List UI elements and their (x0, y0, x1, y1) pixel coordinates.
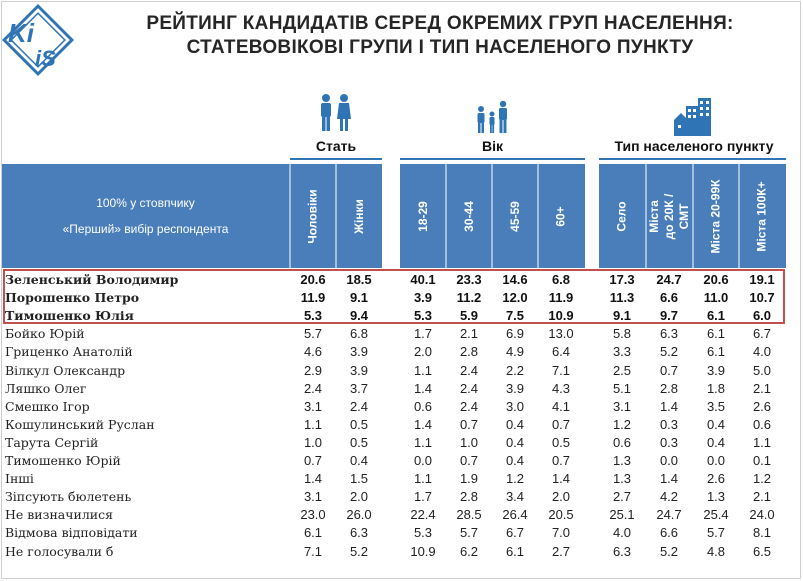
table-cell: 6.1 (505, 543, 525, 559)
table-cell: 6.7 (752, 326, 772, 342)
table-cell: 0.5 (551, 434, 571, 450)
table-row (0, 488, 803, 506)
table-cell: 2.6 (752, 398, 772, 414)
table-row (0, 434, 803, 452)
table-cell: 0.4 (706, 434, 726, 450)
table-cell: 2.8 (659, 380, 679, 396)
table-cell: 5.0 (752, 362, 772, 378)
table-cell: 9.1 (349, 290, 369, 306)
table-cell: 7.5 (505, 308, 525, 324)
table-cell: 25.4 (703, 507, 729, 523)
table-row (0, 343, 803, 361)
table-cell: 14.6 (502, 272, 528, 287)
table-cell: 20.6 (300, 272, 326, 287)
table-cell: 10.9 (410, 543, 436, 559)
table-cell: 24.7 (656, 507, 682, 523)
table-cell: 3.4 (505, 489, 525, 505)
table-cell: 5.7 (706, 525, 726, 541)
table-cell: 7.1 (551, 362, 571, 378)
table-cell: 18.5 (346, 272, 372, 287)
table-cell: 9.4 (349, 308, 369, 324)
col-header-cities-100k-plus: Міста 100К+ (755, 180, 769, 252)
table-row (0, 398, 803, 416)
table-cell: 11.3 (609, 290, 635, 306)
table-cell: 10.7 (749, 290, 775, 306)
candidate-name: Ляшко Олег (5, 380, 87, 396)
table-cell: 0.7 (459, 453, 479, 468)
candidate-name: Вілкул Олександр (5, 362, 126, 378)
candidate-name: Смешко Ігор (5, 398, 90, 414)
table-cell: 3.1 (303, 489, 323, 505)
candidate-name: Тарута Сергій (5, 434, 99, 450)
table-cell: 0.3 (659, 416, 679, 432)
candidate-name: Зіпсують бюлетень (5, 489, 132, 505)
table-cell: 6.4 (551, 344, 571, 360)
col-header-men: Чоловіки (305, 188, 320, 244)
table-cell: 6.2 (459, 543, 479, 559)
table-cell: 5.1 (612, 380, 632, 396)
table-cell: 1.1 (413, 434, 433, 450)
col-header-women: Жінки (351, 198, 366, 234)
table-cell: 0.5 (349, 434, 369, 450)
table-cell: 23.0 (300, 507, 326, 523)
table-cell: 4.8 (706, 543, 726, 559)
table-cell: 11.9 (300, 290, 326, 306)
table-cell: 20.6 (703, 272, 729, 287)
table-cell: 0.6 (752, 416, 772, 432)
candidate-name: Не голосували б (5, 543, 114, 559)
candidate-name: Відмова відповідати (5, 525, 138, 541)
table-cell: 1.0 (459, 434, 479, 450)
buildings-icon (674, 96, 712, 136)
table-cell: 3.3 (612, 344, 632, 360)
table-cell: 6.1 (706, 308, 726, 324)
table-cell: 24.7 (656, 272, 682, 287)
table-cell: 1.1 (413, 362, 433, 378)
table-cell: 0.0 (659, 453, 679, 468)
table-cell: 1.1 (752, 434, 772, 450)
candidate-name: Тимошенко Юлія (5, 308, 134, 324)
table-cell: 9.1 (612, 308, 632, 324)
table-row (0, 470, 803, 488)
candidate-name: Гриценко Анатолій (5, 344, 133, 360)
table-cell: 4.0 (612, 525, 632, 541)
col-header-towns-under-20k: Міста до 20К / СМТ (647, 193, 691, 239)
table-cell: 6.8 (551, 272, 571, 287)
table-cell: 19.1 (749, 272, 775, 287)
table-cell: 0.6 (612, 434, 632, 450)
table-cell: 40.1 (410, 272, 436, 287)
logo-text-top: Ki (8, 18, 34, 48)
gender-icon (318, 93, 352, 133)
candidate-name: Не визначилися (5, 507, 113, 523)
table-cell: 0.6 (413, 398, 433, 414)
table-cell: 1.2 (505, 471, 525, 487)
table-cell: 11.0 (703, 290, 729, 306)
table-cell: 4.0 (752, 344, 772, 360)
settlement-underline (599, 158, 786, 160)
table-cell: 1.3 (612, 453, 632, 468)
table-cell: 1.4 (303, 471, 323, 487)
col-header-30-44: 30-44 (461, 200, 476, 232)
table-cell: 1.0 (303, 434, 323, 450)
table-cell: 22.4 (410, 507, 436, 523)
table-cell: 26.0 (346, 507, 372, 523)
age-underline (400, 158, 585, 160)
table-cell: 1.1 (303, 416, 323, 432)
table-cell: 4.3 (551, 380, 571, 396)
table-cell: 3.1 (303, 398, 323, 414)
table-cell: 10.9 (548, 308, 574, 324)
table-cell: 0.1 (752, 453, 772, 468)
table-cell: 1.7 (413, 326, 433, 342)
table-cell: 0.0 (413, 453, 433, 468)
candidate-name: Кошулинський Руслан (5, 416, 155, 432)
table-cell: 6.1 (706, 326, 726, 342)
table-row (0, 506, 803, 524)
candidate-name: Порошенко Петро (5, 290, 140, 306)
table-cell: 5.2 (349, 543, 369, 559)
table-cell: 13.0 (548, 326, 574, 342)
table-cell: 0.7 (551, 453, 571, 468)
table-cell: 3.9 (349, 344, 369, 360)
table-cell: 4.9 (505, 344, 525, 360)
table-cell: 0.3 (659, 434, 679, 450)
table-cell: 0.4 (349, 453, 369, 468)
table-cell: 1.2 (752, 471, 772, 487)
title-line-2: СТАТЕВОВІКОВІ ГРУПИ І ТИП НАСЕЛЕНОГО ПУНКТУ (186, 37, 694, 58)
table-cell: 2.0 (413, 344, 433, 360)
table-cell: 3.9 (413, 290, 433, 306)
table-cell: 4.6 (303, 344, 323, 360)
table-cell: 2.1 (459, 326, 479, 342)
table-cell: 2.0 (349, 489, 369, 505)
table-cell: 6.7 (505, 525, 525, 541)
table-cell: 0.7 (551, 416, 571, 432)
table-cell: 2.4 (459, 380, 479, 396)
table-row (0, 543, 803, 561)
table-cell: 2.5 (612, 362, 632, 378)
table-cell: 3.1 (612, 398, 632, 414)
table-cell: 6.8 (349, 326, 369, 342)
table-cell: 6.6 (659, 290, 679, 306)
table-cell: 0.4 (505, 453, 525, 468)
table-cell: 1.4 (659, 471, 679, 487)
table-cell: 9.7 (659, 308, 679, 324)
family-icon (474, 100, 510, 134)
table-cell: 5.2 (659, 543, 679, 559)
table-cell: 2.0 (551, 489, 571, 505)
table-cell: 5.7 (303, 326, 323, 342)
table-cell: 0.0 (706, 453, 726, 468)
table-cell: 6.1 (303, 525, 323, 541)
top-candidates-highlight (3, 269, 785, 324)
table-cell: 6.0 (752, 308, 772, 324)
table-cell: 0.5 (349, 416, 369, 432)
table-cell: 6.3 (612, 543, 632, 559)
table-row (0, 524, 803, 542)
table-cell: 3.9 (706, 362, 726, 378)
table-cell: 5.3 (303, 308, 323, 324)
table-cell: 28.5 (456, 507, 482, 523)
table-cell: 3.7 (349, 380, 369, 396)
table-row (0, 380, 803, 398)
col-header-45-59: 45-59 (507, 200, 522, 232)
col-header-60plus: 60+ (553, 205, 568, 227)
table-cell: 3.0 (505, 398, 525, 414)
table-cell: 5.2 (659, 344, 679, 360)
candidate-name: Бойко Юрій (5, 326, 85, 342)
table-cell: 2.7 (612, 489, 632, 505)
table-cell: 0.4 (505, 416, 525, 432)
table-cell: 7.1 (303, 543, 323, 559)
table-cell: 25.1 (609, 507, 635, 523)
table-cell: 6.5 (752, 543, 772, 559)
page-title (90, 12, 790, 60)
table-cell: 2.4 (349, 398, 369, 414)
table-cell: 7.0 (551, 525, 571, 541)
col-header-18-29: 18-29 (415, 200, 430, 232)
table-cell: 2.8 (459, 344, 479, 360)
table-cell: 0.7 (459, 416, 479, 432)
candidate-name: Інші (5, 471, 34, 487)
table-cell: 2.9 (303, 362, 323, 378)
table-cell: 2.8 (459, 489, 479, 505)
title-line-1: РЕЙТИНГ КАНДИДАТІВ СЕРЕД ОКРЕМИХ ГРУП НАСЕЛЕННЯ: (146, 13, 734, 34)
table-cell: 1.4 (413, 380, 433, 396)
table-cell: 23.3 (456, 272, 482, 287)
table-cell: 1.3 (612, 471, 632, 487)
table-cell: 3.5 (706, 398, 726, 414)
table-cell: 5.8 (612, 326, 632, 342)
table-cell: 5.7 (459, 525, 479, 541)
table-cell: 11.2 (456, 290, 482, 306)
group-label-settlement: Тип населеного пункту (614, 138, 774, 154)
group-label-age: Вік (481, 138, 503, 154)
table-cell: 3.9 (349, 362, 369, 378)
table-cell: 6.3 (659, 326, 679, 342)
table-cell: 0.7 (303, 453, 323, 468)
logo-text-bottom: iS (35, 46, 56, 71)
table-cell: 20.5 (548, 507, 574, 523)
col-header-cities-20-99k: Міста 20-99К (708, 179, 723, 253)
table-cell: 17.3 (609, 272, 635, 287)
candidate-name: Тимошенко Юрій (5, 453, 121, 468)
kiis-logo (2, 3, 74, 77)
candidate-name: Зеленський Володимир (5, 272, 179, 287)
table-cell: 2.4 (303, 380, 323, 396)
table-cell: 11.9 (548, 290, 574, 306)
table-cell: 5.9 (459, 308, 479, 324)
table-cell: 12.0 (502, 290, 528, 306)
table-cell: 6.9 (505, 326, 525, 342)
table-cell: 6.1 (706, 344, 726, 360)
group-label-sex: Стать (315, 138, 357, 154)
table-cell: 0.4 (706, 416, 726, 432)
table-cell: 0.7 (659, 362, 679, 378)
table-cell: 5.3 (413, 525, 433, 541)
table-cell: 3.9 (505, 380, 525, 396)
table-cell: 1.2 (612, 416, 632, 432)
table-cell: 4.1 (551, 398, 571, 414)
table-cell: 1.9 (459, 471, 479, 487)
table-cell: 2.1 (752, 489, 772, 505)
table-cell: 1.5 (349, 471, 369, 487)
table-cell: 1.4 (413, 416, 433, 432)
table-row (0, 362, 803, 380)
header-line-1: 100% у стовпчику (96, 196, 195, 210)
table-cell: 1.4 (551, 471, 571, 487)
table-cell: 2.2 (505, 362, 525, 378)
table-cell: 1.8 (706, 380, 726, 396)
table-cell: 6.3 (349, 525, 369, 541)
table-cell: 1.1 (413, 471, 433, 487)
table-cell: 2.4 (459, 362, 479, 378)
table-cell: 2.4 (459, 398, 479, 414)
table-cell: 2.1 (752, 380, 772, 396)
table-row (0, 452, 803, 470)
table-cell: 1.7 (413, 489, 433, 505)
table-cell: 2.7 (551, 543, 571, 559)
table-cell: 5.3 (413, 308, 433, 324)
table-cell: 1.4 (659, 398, 679, 414)
table-row (0, 416, 803, 434)
table-cell: 26.4 (502, 507, 528, 523)
table-cell: 24.0 (749, 507, 775, 523)
table-cell: 8.1 (752, 525, 772, 541)
table-cell: 4.2 (659, 489, 679, 505)
table-cell: 2.6 (706, 471, 726, 487)
table-cell: 1.3 (706, 489, 726, 505)
table-row (0, 325, 803, 343)
sex-underline (290, 158, 382, 160)
header-line-2: «Перший» вибір респондента (62, 222, 229, 236)
table-cell: 0.4 (505, 434, 525, 450)
col-header-village: Село (614, 200, 629, 232)
table-cell: 6.6 (659, 525, 679, 541)
